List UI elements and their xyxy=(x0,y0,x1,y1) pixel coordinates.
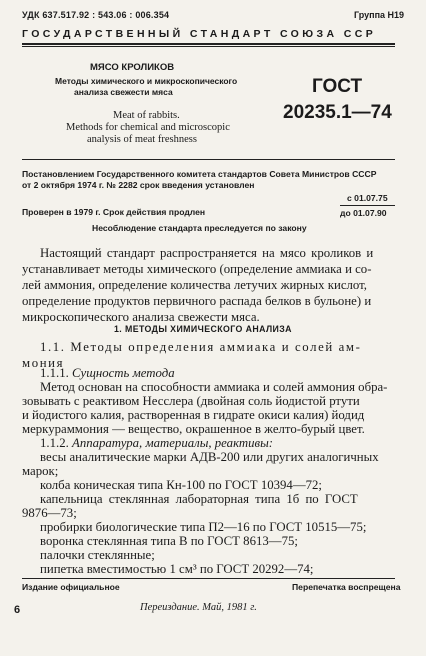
title-rule xyxy=(22,159,395,160)
title-en-3: analysis of meat freshness xyxy=(87,134,197,145)
udk-code: УДК 637.517.92 : 543.06 : 006.354 xyxy=(22,10,170,20)
header-rule xyxy=(22,43,395,45)
s1-1-2-number: 1.1.2. xyxy=(40,436,69,450)
s1-1-1-number: 1.1.1. xyxy=(40,366,69,380)
section-heading: 1. МЕТОДЫ ХИМИЧЕСКОГО АНАЛИЗА xyxy=(114,324,292,334)
checked-line: Проверен в 1979 г. Срок действия продлен xyxy=(22,207,206,217)
title-ru-sub-2: анализа свежести мяса xyxy=(74,87,173,97)
intro-line-5: микроскопического анализа свежести мяса. xyxy=(22,310,260,324)
reissue-note: Переиздание. Май, 1981 г. xyxy=(140,602,257,613)
list-line-9: пипетка вместимостью 1 см³ по ГОСТ 20292—74; xyxy=(40,562,314,576)
official-edition: Издание официальное xyxy=(22,582,120,592)
intro-line-3: лей аммония, определение количества летучих жирных кислот, xyxy=(22,278,367,292)
list-line-8: палочки стеклянные; xyxy=(40,548,155,562)
list-line-1: весы аналитические марки АДВ-200 или других аналогичных xyxy=(40,450,379,464)
s1-1-1-heading xyxy=(40,366,175,381)
title-en-2: Methods for chemical and microscopic xyxy=(66,122,230,133)
list-line-5: 9876—73; xyxy=(22,506,77,520)
intro-line-4: определение продуктов первичного распада белков в бульоне) и xyxy=(22,294,372,308)
s1-1-1-title: Сущность метода xyxy=(72,366,175,380)
s1-1-line-b: мония xyxy=(22,356,65,370)
s1-1-2-title: Аппаратура, материалы, реактивы: xyxy=(72,436,274,450)
para-line-3: и йодистого калия, растворенная в гидрате окиси калия) йодид xyxy=(22,408,365,422)
approval-line-1: Постановлением Государственного комитета стандартов Совета Министров СССР xyxy=(22,169,377,179)
gost-number: 20235.1—74 xyxy=(283,102,392,123)
list-line-2: марок; xyxy=(22,464,59,478)
list-line-3: колба коническая типа Кн-100 по ГОСТ 10394—72; xyxy=(40,478,322,492)
footer-rule xyxy=(22,578,395,579)
approval-line-2: от 2 октября 1974 г. № 2282 срок введения установлен xyxy=(22,180,255,190)
para-line-2: зовывать с реактивом Несслера (двойная соль йодистой ртути xyxy=(22,394,360,408)
reprint-prohibited: Перепечатка воспрещена xyxy=(292,582,401,592)
date-from: с 01.07.75 xyxy=(347,193,388,203)
group-code: Группа Н19 xyxy=(354,10,405,20)
header-rule-thin xyxy=(22,46,395,47)
s1-1-line-a: 1.1. Методы определения аммиака и солей ам- xyxy=(40,340,362,354)
intro-line-1: Настоящий стандарт распространяется на мясо кроликов и xyxy=(40,246,374,260)
title-ru-sub-1: Методы химического и микроскопического xyxy=(55,76,238,86)
date-to: до 01.07.90 xyxy=(340,208,387,218)
list-line-6: пробирки биологические типа П2—16 по ГОСТ 10515—75; xyxy=(40,520,367,534)
date-rule xyxy=(340,205,395,206)
list-line-4: капельница стеклянная лабораторная типа 1б по ГОСТ xyxy=(40,492,358,506)
para-line-1: Метод основан на способности аммиака и солей аммония обра- xyxy=(40,380,388,394)
page-number: 6 xyxy=(14,604,21,616)
s1-1-2-heading xyxy=(40,436,273,451)
title-ru-main: МЯСО КРОЛИКОВ xyxy=(90,62,175,73)
banner-title: ГОСУДАРСТВЕННЫЙ СТАНДАРТ СОЮЗА ССР xyxy=(22,28,377,40)
gost-label: ГОСТ xyxy=(312,76,363,97)
legal-notice: Несоблюдение стандарта преследуется по закону xyxy=(92,223,307,233)
intro-line-2: устанавливает методы химического (определение аммиака и со- xyxy=(22,262,372,276)
list-line-7: воронка стеклянная типа В по ГОСТ 8613—75; xyxy=(40,534,298,548)
title-en-1: Meat of rabbits. xyxy=(113,110,180,121)
para-line-4: меркураммония — вещество, окрашенное в желто-бурый цвет. xyxy=(22,422,365,436)
